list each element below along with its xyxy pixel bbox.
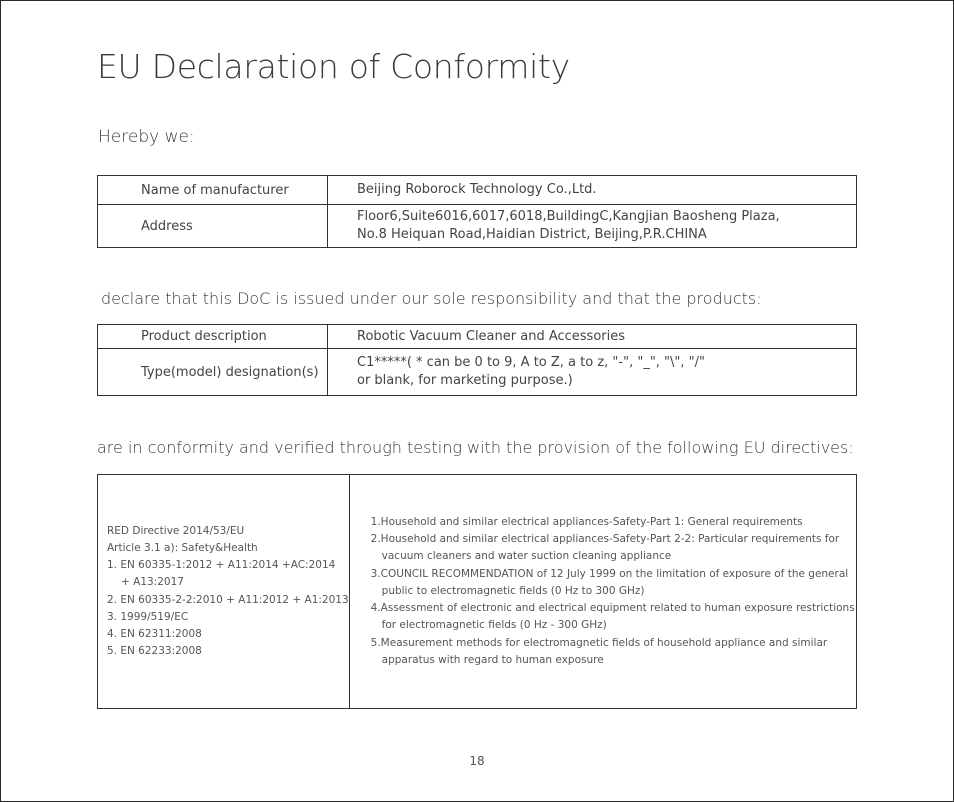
- directive-line: 3.COUNCIL RECOMMENDATION of 12 July 1999 on the limitation of exposure of the general: [370, 567, 849, 580]
- type-designation-value: [328, 349, 857, 396]
- standards-line: 4. EN 62311:2008: [107, 627, 202, 640]
- conformity-text: are in conformity and verified through testing with the provision of the following EU directives:: [97, 438, 854, 457]
- address-line-1: Floor6,Suite6016,6017,6018,BuildingC,Kangjian Baosheng Plaza,: [357, 209, 780, 224]
- manufacturer-name-value: Beijing Roborock Technology Co.,Ltd.: [328, 176, 857, 205]
- table-row: [98, 176, 857, 205]
- directive-line: for electromagnetic fields (0 Hz - 300 GHz): [381, 619, 607, 632]
- directives-table: [97, 474, 857, 709]
- directives-description-cell: [349, 475, 856, 709]
- manufacturer-table: [97, 175, 857, 248]
- hereby-text: Hereby we:: [98, 127, 195, 147]
- directive-line: 1.Household and similar electrical appliances-Safety-Part 1: General requirements: [370, 516, 803, 529]
- standards-line: 5. EN 62233:2008: [107, 645, 202, 658]
- standards-cell: [98, 475, 350, 709]
- product-table: [97, 324, 857, 396]
- type-line-2: or blank, for marketing purpose.): [357, 373, 573, 388]
- table-row: [98, 205, 857, 248]
- standards-line: + A13:2017: [121, 576, 184, 589]
- declaration-text: declare that this DoC is issued under our sole responsibility and that the products:: [101, 289, 762, 308]
- standards-line: RED Directive 2014/53/EU: [107, 524, 245, 537]
- product-description-label: Product description: [98, 325, 328, 349]
- type-designation-label: Type(model) designation(s): [98, 349, 328, 396]
- standards-line: 1. EN 60335-1:2012 + A11:2014 +AC:2014: [107, 559, 336, 572]
- directive-line: public to electromagnetic fields (0 Hz to 300 GHz): [381, 584, 645, 597]
- table-row: [98, 349, 857, 396]
- address-value: [328, 205, 857, 248]
- standards-line: 2. EN 60335-2-2:2010 + A11:2012 + A1:2013: [107, 593, 349, 606]
- manufacturer-name-label: Name of manufacturer: [98, 176, 328, 205]
- directive-line: vacuum cleaners and water suction cleaning appliance: [381, 550, 672, 563]
- address-label: Address: [98, 205, 328, 248]
- type-line-1: C1*****( * can be 0 to 9, A to Z, a to z, "-", "_", "\", "/": [357, 355, 706, 370]
- product-description-value: Robotic Vacuum Cleaner and Accessories: [328, 325, 857, 349]
- address-line-2: No.8 Heiquan Road,Haidian District, Beijing,P.R.CHINA: [357, 227, 707, 242]
- standards-line: Article 3.1 a): Safety&Health: [107, 541, 258, 554]
- page-title: EU Declaration of Conformity: [97, 47, 570, 86]
- directive-line: apparatus with regard to human exposure: [381, 653, 604, 666]
- page-number: 18: [469, 754, 485, 768]
- standards-line: 3. 1999/519/EC: [107, 610, 189, 623]
- table-row: [98, 475, 857, 709]
- directive-line: 4.Assessment of electronic and electrical equipment related to human exposure restrictions: [370, 602, 855, 615]
- directive-line: 2.Household and similar electrical appliances-Safety-Part 2-2: Particular requirements for: [370, 533, 840, 546]
- table-row: [98, 325, 857, 349]
- directive-line: 5.Measurement methods for electromagnetic fields of household appliance and similar: [370, 636, 828, 649]
